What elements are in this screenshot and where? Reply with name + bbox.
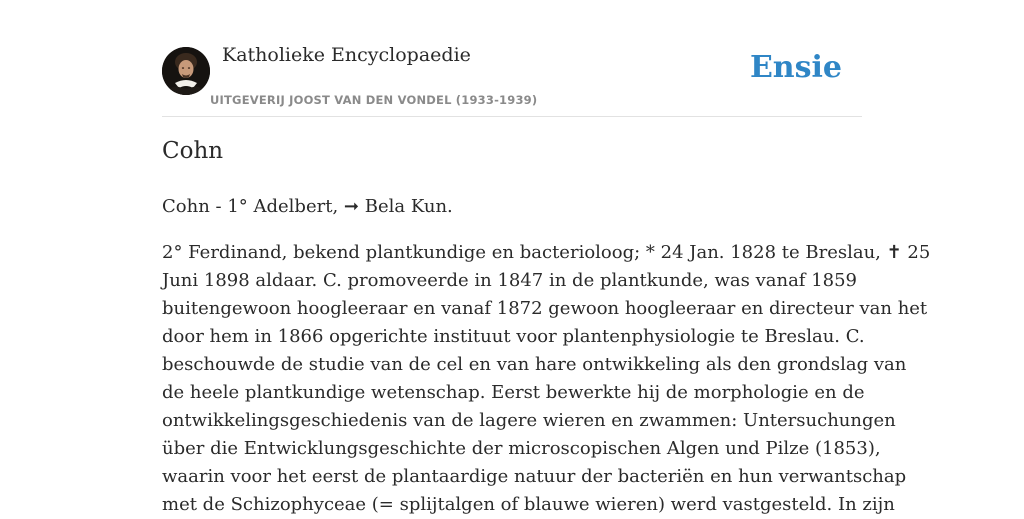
paragraph-line: über die Entwicklungsgeschichte der microscopischen Algen und Pilze (1853), — [162, 438, 881, 459]
paragraph-line: buitengewoon hoogleeraar en vanaf 1872 gewoon hoogleeraar en directeur van het — [162, 298, 928, 319]
paragraph-line: Juni 1898 aldaar. C. promoveerde in 1847 in de plantkunde, was vanaf 1859 — [162, 270, 858, 291]
arrow-right-icon: ➞ — [343, 196, 359, 217]
bela-kun-link[interactable]: Bela Kun. — [364, 196, 453, 217]
paragraph-line: met de Schizophyceae (= splijtalgen of blauwe wieren) werd vastgesteld. In zijn — [162, 494, 895, 515]
article-paragraph-1 — [162, 193, 862, 221]
article-paragraph-2 — [162, 239, 931, 519]
portrait-icon — [162, 47, 210, 95]
para1-text: Cohn - 1° Adelbert, — [162, 196, 339, 217]
ensie-logo[interactable]: Ensie — [749, 50, 842, 85]
header — [162, 0, 862, 117]
publisher-label: UITGEVERIJ JOOST VAN DEN VONDEL (1933-1939) — [210, 93, 538, 107]
paragraph-line: door hem in 1866 opgerichte instituut voor plantenphysiologie te Breslau. C. — [162, 326, 865, 347]
site-title[interactable]: Katholieke Encyclopaedie — [222, 44, 471, 66]
paragraph-line: de heele plantkundige wetenschap. Eerst bewerkte hij de morphologie en de — [162, 382, 865, 403]
paragraph-line: ontwikkelingsgeschiedenis van de lagere wieren en zwammen: Untersuchungen — [162, 410, 896, 431]
page — [162, 0, 931, 515]
article-title: Cohn — [162, 138, 224, 164]
paragraph-line: waarin voor het eerst de plantaardige natuur der bacteriën en hun verwantschap — [162, 466, 907, 487]
paragraph-line: beschouwde de studie van de cel en van hare ontwikkeling als den grondslag van — [162, 354, 907, 375]
avatar[interactable] — [162, 47, 210, 95]
paragraph-line: 2° Ferdinand, bekend plantkundige en bacterioloog; * 24 Jan. 1828 te Breslau, ✝ 25 — [162, 242, 931, 263]
